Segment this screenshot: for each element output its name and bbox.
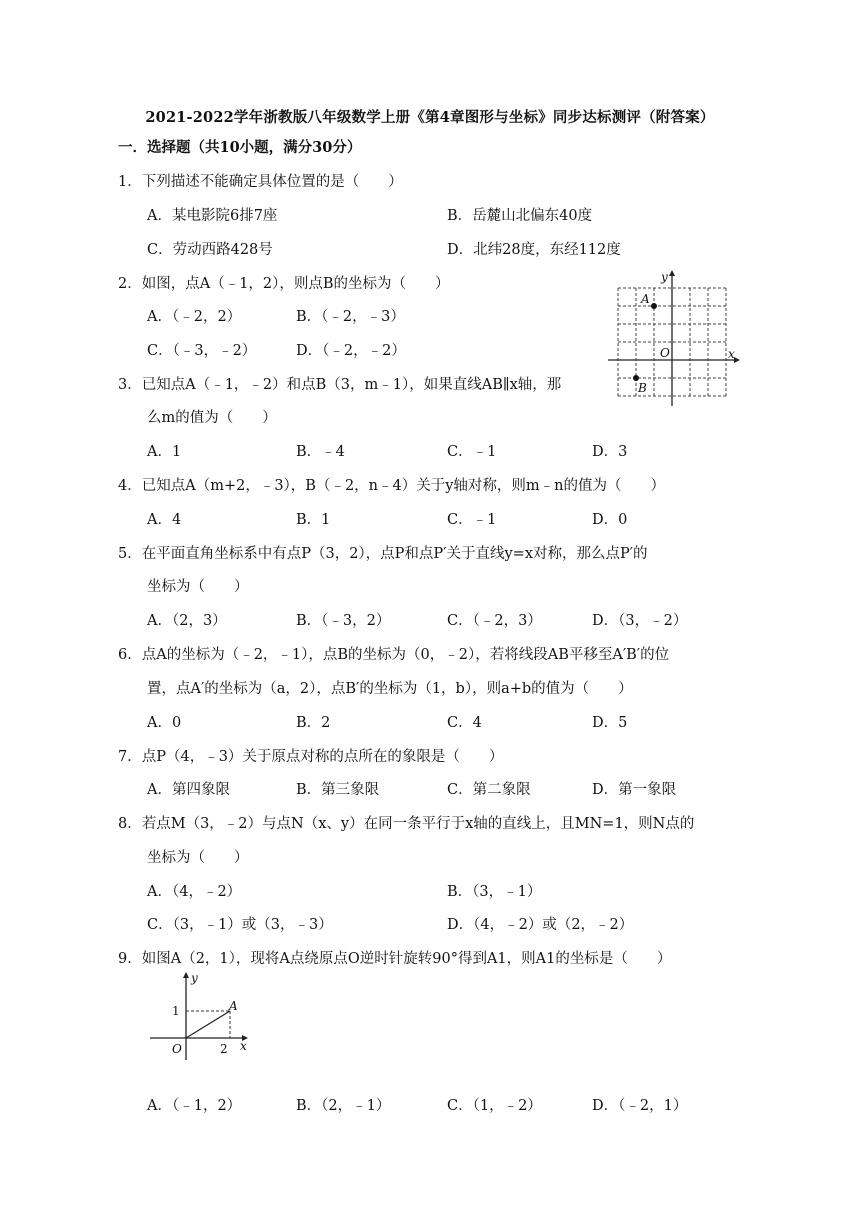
grid-label-x: x — [728, 347, 735, 361]
question-8-option-d: D．（4，﹣2）或（2，﹣2） — [447, 917, 634, 933]
question-1-option-d: D．北纬28度，东经112度 — [447, 242, 621, 258]
question-6-stem-line-2: 置，点A′的坐标为（a，2），点B′的坐标为（1，b），则a+b的值为（ ） — [147, 681, 633, 697]
question-3-option-c: C．﹣1 — [447, 444, 497, 460]
question-8-stem-line-2: 坐标为（ ） — [147, 850, 249, 866]
question-1-stem: 1．下列描述不能确定具体位置的是（ ） — [118, 174, 403, 190]
question-7-option-c: C．第二象限 — [447, 782, 531, 798]
grid-label-a: A — [641, 292, 650, 306]
grid-label-y: y — [661, 270, 668, 284]
rotation-label-y: y — [191, 971, 198, 985]
question-7-option-b: B．第三象限 — [296, 782, 380, 798]
rotation-tick-y: 1 — [172, 1004, 180, 1018]
grid-label-b: B — [638, 381, 647, 395]
question-9-option-b: B．（2，﹣1） — [296, 1098, 391, 1114]
grid-point-a — [651, 303, 657, 309]
rotation-label-x: x — [240, 1039, 247, 1053]
section-heading: 一．选择题（共10小题，满分30分） — [118, 139, 362, 156]
rotation-label-origin: O — [172, 1042, 182, 1056]
question-6-stem-line-1: 6．点A的坐标为（﹣2，﹣1），点B的坐标为（0，﹣2），若将线段AB平移至A′B′的位 — [118, 647, 670, 663]
question-5-stem-line-1: 5．在平面直角坐标系中有点P（3，2），点P和点P′关于直线y=x对称，那么点P′的 — [118, 546, 648, 562]
question-2-stem: 2．如图，点A（﹣1，2），则点B的坐标为（ ） — [118, 276, 450, 292]
question-8-stem-line-1: 8．若点M（3，﹣2）与点N（x、y）在同一条平行于x轴的直线上，且MN=1，则N点的 — [118, 816, 695, 832]
question-2-option-c: C．（﹣3，﹣2） — [147, 343, 257, 359]
question-5-stem-line-2: 坐标为（ ） — [147, 579, 249, 595]
question-8-option-a: A．（4，﹣2） — [147, 884, 242, 900]
question-5-option-a: A．（2，3） — [147, 613, 227, 629]
question-2-option-a: A．（﹣2，2） — [147, 309, 242, 325]
question-4-option-d: D．0 — [592, 512, 628, 528]
question-5-option-b: B．（﹣3，2） — [296, 613, 391, 629]
question-1-option-a: A．某电影院6排7座 — [147, 208, 278, 224]
question-9-option-d: D．（﹣2，1） — [592, 1098, 688, 1114]
question-9-option-a: A．（﹣1，2） — [147, 1098, 242, 1114]
question-6-option-d: D．5 — [592, 715, 628, 731]
rotation-segment-oa — [186, 1011, 230, 1038]
question-6-option-b: B．2 — [296, 715, 331, 731]
question-9-stem: 9．如图A（2，1），现将A点绕原点O逆时针旋转90°得到A1，则A1的坐标是（ ） — [118, 951, 672, 967]
question-7-option-a: A．第四象限 — [147, 782, 230, 798]
rotation-label-a: A — [229, 999, 238, 1013]
question-8-option-c: C．（3，﹣1）或（3，﹣3） — [147, 917, 333, 933]
rotation-y-arrow-icon — [183, 972, 189, 978]
question-9-option-c: C．（1，﹣2） — [447, 1098, 542, 1114]
question-1-option-b: B．岳麓山北偏东40度 — [447, 208, 593, 224]
question-3-stem-line-1: 3．已知点A（﹣1，﹣2）和点B（3，m﹣1），如果直线AB∥x轴，那 — [118, 377, 562, 393]
question-1-option-c: C．劳动西路428号 — [147, 242, 273, 258]
document-title: 2021-2022学年浙教版八年级数学上册《第4章图形与坐标》同步达标测评（附答案） — [145, 109, 715, 126]
question-5-option-d: D．（3，﹣2） — [592, 613, 688, 629]
question-3-option-b: B．﹣4 — [296, 444, 345, 460]
question-5-option-c: C．（﹣2，3） — [447, 613, 542, 629]
question-6-option-c: C．4 — [447, 715, 482, 731]
question-6-option-a: A．0 — [147, 715, 182, 731]
question-3-option-a: A．1 — [147, 444, 182, 460]
grid-label-origin: O — [660, 346, 670, 360]
grid-figure — [604, 268, 744, 410]
question-3-stem-line-2: 么m的值为（ ） — [147, 410, 277, 426]
question-4-option-b: B．1 — [296, 512, 331, 528]
question-2-option-b: B．（﹣2，﹣3） — [296, 309, 405, 325]
question-7-option-d: D．第一象限 — [592, 782, 677, 798]
question-4-option-c: C．﹣1 — [447, 512, 497, 528]
rotation-figure — [150, 970, 260, 1062]
question-4-stem: 4．已知点A（m+2，﹣3），B（﹣2，n﹣4）关于y轴对称，则m﹣n的值为（ ） — [118, 478, 666, 494]
grid-x-arrow-icon — [734, 357, 740, 363]
question-7-stem: 7．点P（4，﹣3）关于原点对称的点所在的象限是（ ） — [118, 749, 504, 765]
question-4-option-a: A．4 — [147, 512, 182, 528]
question-3-option-d: D．3 — [592, 444, 628, 460]
question-2-option-d: D．（﹣2，﹣2） — [296, 343, 406, 359]
grid-y-arrow-icon — [669, 270, 675, 276]
question-8-option-b: B．（3，﹣1） — [447, 884, 542, 900]
rotation-tick-x: 2 — [220, 1042, 228, 1056]
